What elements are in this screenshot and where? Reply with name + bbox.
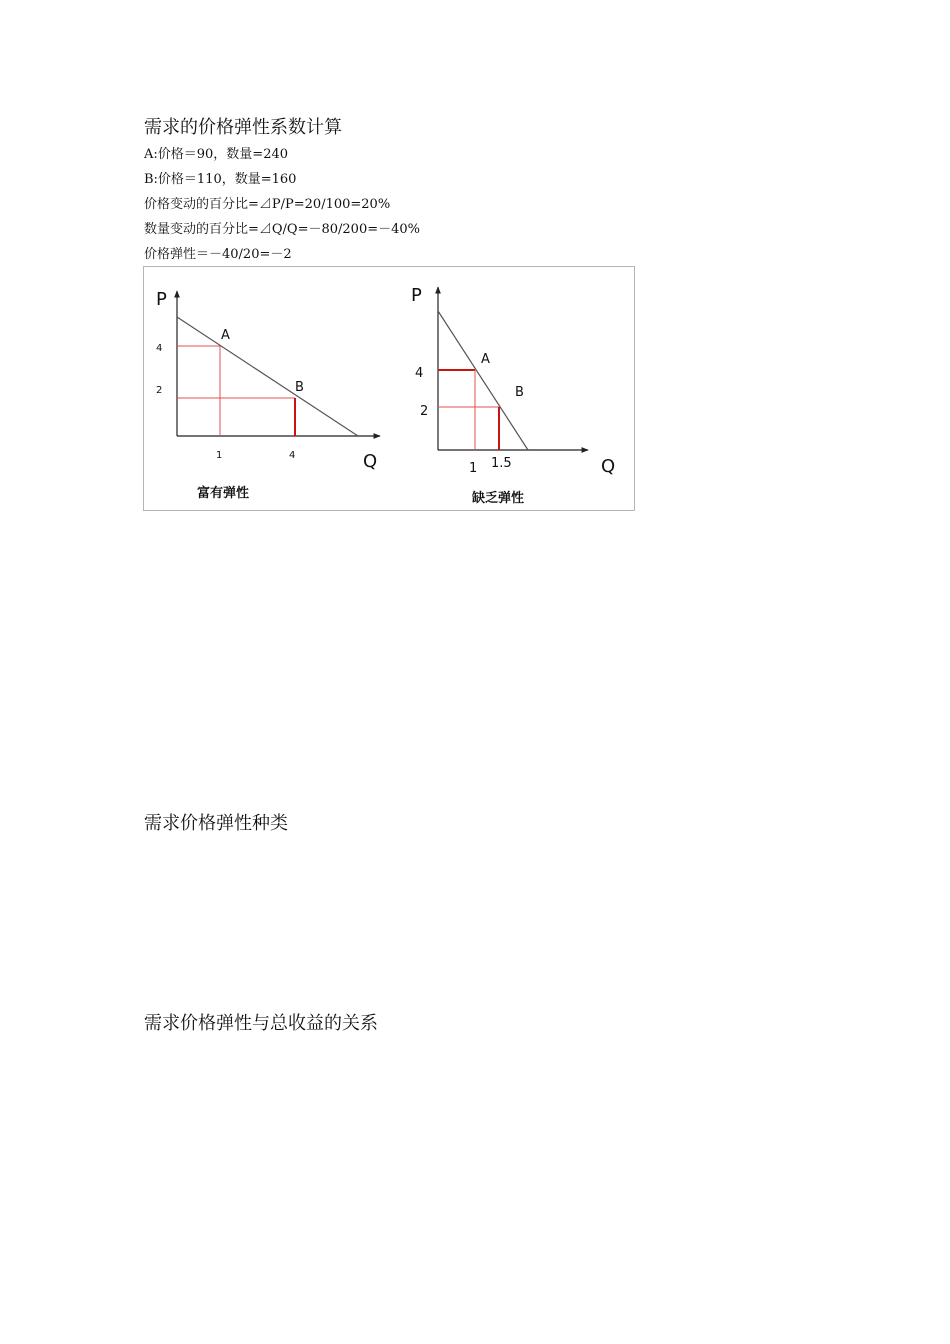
elastic-axis-q-label: Q xyxy=(363,451,378,472)
inelastic-tick-x-a: 1 xyxy=(469,461,478,476)
inelastic-diagram xyxy=(411,285,615,506)
calc-line-quantity-change: 数量变动的百分比=⊿Q/Q=－80/200=－40% xyxy=(144,222,421,237)
elastic-diagram xyxy=(156,289,380,501)
types-section-title: 需求价格弹性种类 xyxy=(144,813,288,834)
inelastic-point-a-label: A xyxy=(481,352,490,367)
calc-line-elasticity: 价格弹性＝－40/20=－2 xyxy=(144,247,292,262)
elastic-point-a-label: A xyxy=(221,328,230,343)
elastic-point-b-label: B xyxy=(295,380,304,395)
calc-line-a: A:价格＝90，数量=240 xyxy=(144,147,289,162)
inelastic-axis-p-label: P xyxy=(411,285,422,306)
elastic-caption: 富有弹性 xyxy=(197,486,250,501)
elastic-demand-line xyxy=(177,317,358,436)
calc-section-title: 需求的价格弹性系数计算 xyxy=(144,117,342,138)
revenue-section-title: 需求价格弹性与总收益的关系 xyxy=(144,1013,378,1034)
elasticity-figure xyxy=(143,266,635,511)
elastic-tick-y-low: 2 xyxy=(156,385,163,396)
inelastic-tick-y-high: 4 xyxy=(415,366,424,381)
elastic-tick-x-a: 1 xyxy=(216,450,223,461)
inelastic-tick-x-b: 1.5 xyxy=(491,456,512,471)
elastic-tick-y-high: 4 xyxy=(156,343,163,354)
calc-line-price-change: 价格变动的百分比=⊿P/P=20/100=20% xyxy=(144,197,391,212)
calc-line-b: B:价格＝110，数量=160 xyxy=(144,172,297,187)
elastic-axis-p-label: P xyxy=(156,289,167,310)
inelastic-axis-q-label: Q xyxy=(601,456,616,477)
elasticity-diagrams xyxy=(144,267,636,512)
elastic-tick-x-b: 4 xyxy=(289,450,296,461)
inelastic-tick-y-low: 2 xyxy=(420,404,429,419)
inelastic-point-b-label: B xyxy=(515,385,524,400)
inelastic-caption: 缺乏弹性 xyxy=(472,491,525,506)
inelastic-demand-line xyxy=(438,311,528,450)
